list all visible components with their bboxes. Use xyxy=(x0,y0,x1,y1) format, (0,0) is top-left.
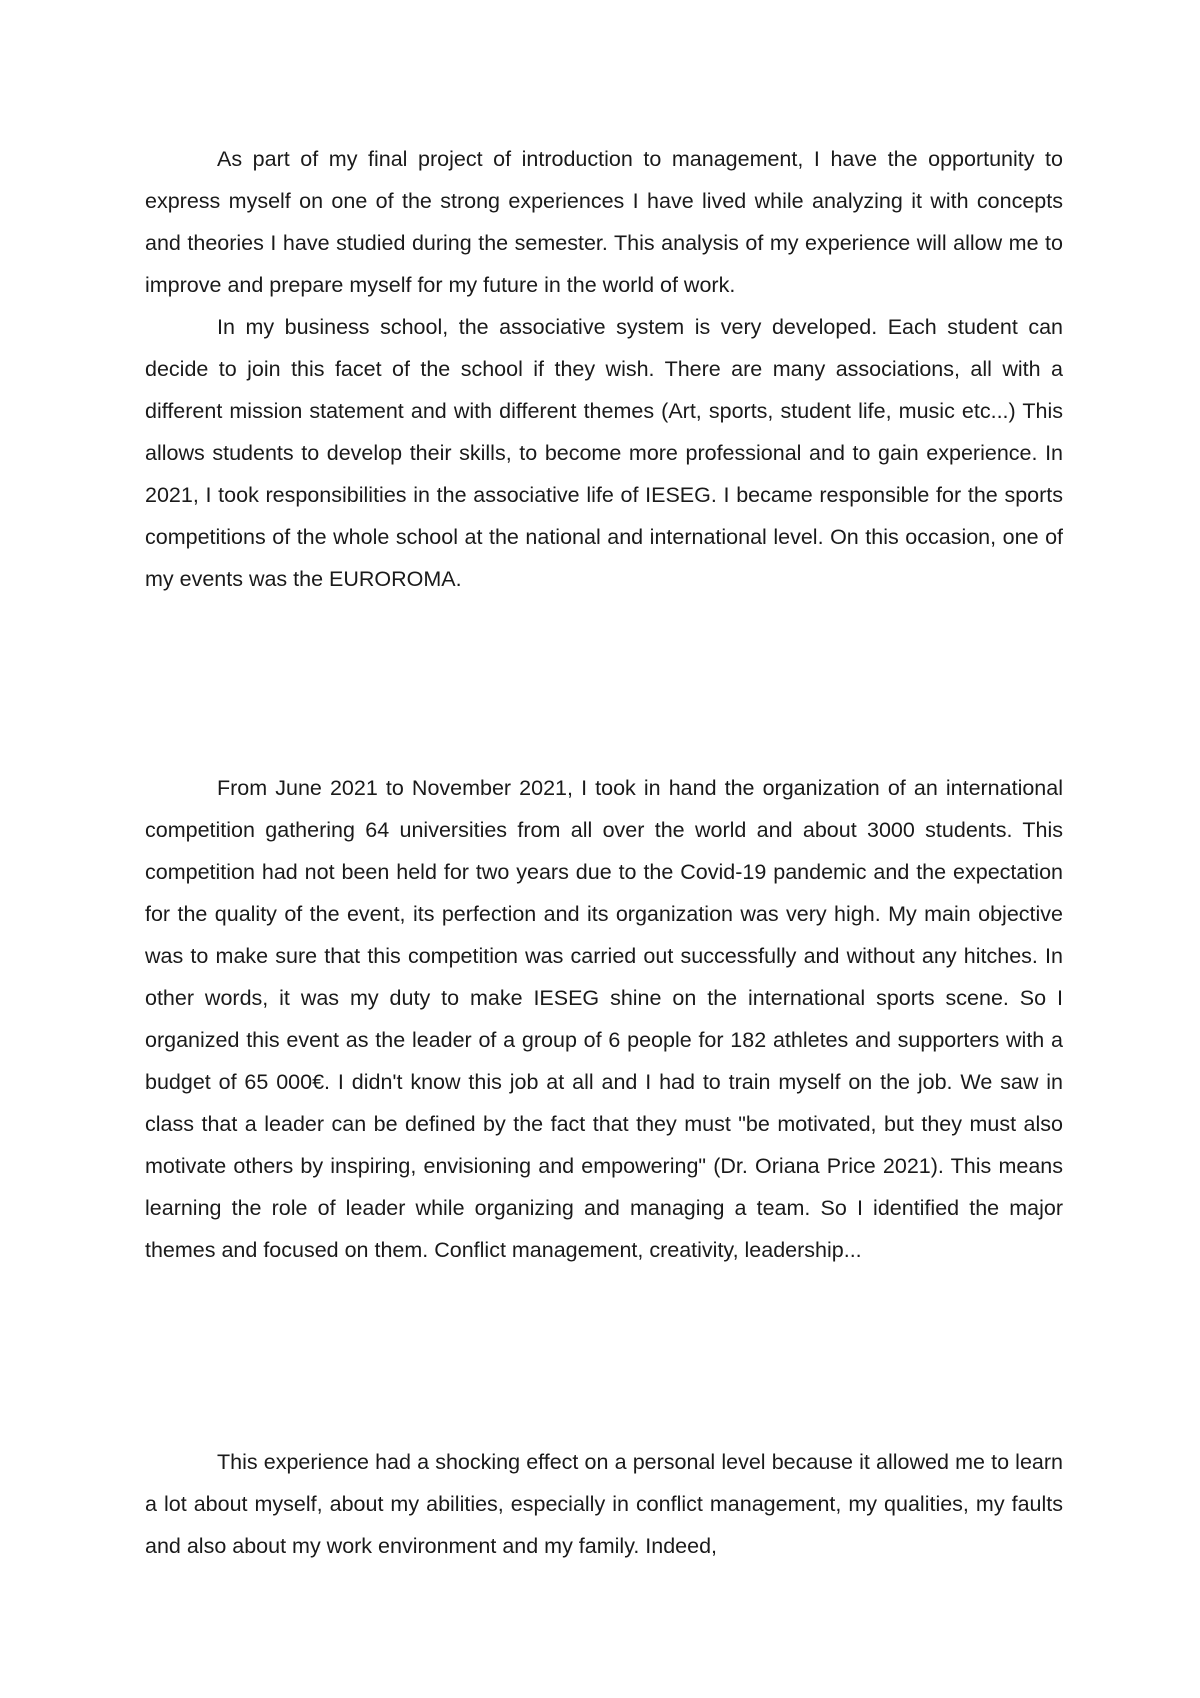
text-block-experience xyxy=(145,1441,1063,1567)
paragraph-personal-effect: This experience had a shocking effect on a personal level because it allowed me to learn a lot about myself, about my abilities, especially in conflict management, my qualities, my faults and also about my work environment and my family. Indeed, xyxy=(145,1450,1063,1558)
paragraph-associative-system: In my business school, the associative system is very developed. Each student can decide to join this facet of the school if they wish. There are many associations, all with a different mission statement and with different themes (Art, sports, student life, music etc...) This allows students to develop their skills, to become more professional and to gain experience. In 2021, I took responsibilities in the associative life of IESEG. I became responsible for the sports competitions of the whole school at the national and international level. On this occasion, one of my events was the EUROROMA. xyxy=(145,315,1063,591)
text-block-intro xyxy=(145,138,1063,600)
text-block-competition xyxy=(145,767,1063,1271)
paragraph-competition-organization: From June 2021 to November 2021, I took in hand the organization of an international competition gathering 64 universities from all over the world and about 3000 students. This competition had not been held for two years due to the Covid-19 pandemic and the expectation for the quality of the event, its perfection and its organization was very high. My main objective was to make sure that this competition was carried out successfully and without any hitches. In other words, it was my duty to make IESEG shine on the international sports scene. So I organized this event as the leader of a group of 6 people for 182 athletes and supporters with a budget of 65 000€. I didn't know this job at all and I had to train myself on the job. We saw in class that a leader can be defined by the fact that they must "be motivated, but they must also motivate others by inspiring, envisioning and empowering" (Dr. Oriana Price 2021). This means learning the role of leader while organizing and managing a team. So I identified the major themes and focused on them. Conflict management, creativity, leadership... xyxy=(145,776,1063,1262)
paragraph-intro: As part of my final project of introduction to management, I have the opportunity to express myself on one of the strong experiences I have lived while analyzing it with concepts and theories I have studied during the semester. This analysis of my experience will allow me to improve and prepare myself for my future in the world of work. xyxy=(145,147,1063,297)
